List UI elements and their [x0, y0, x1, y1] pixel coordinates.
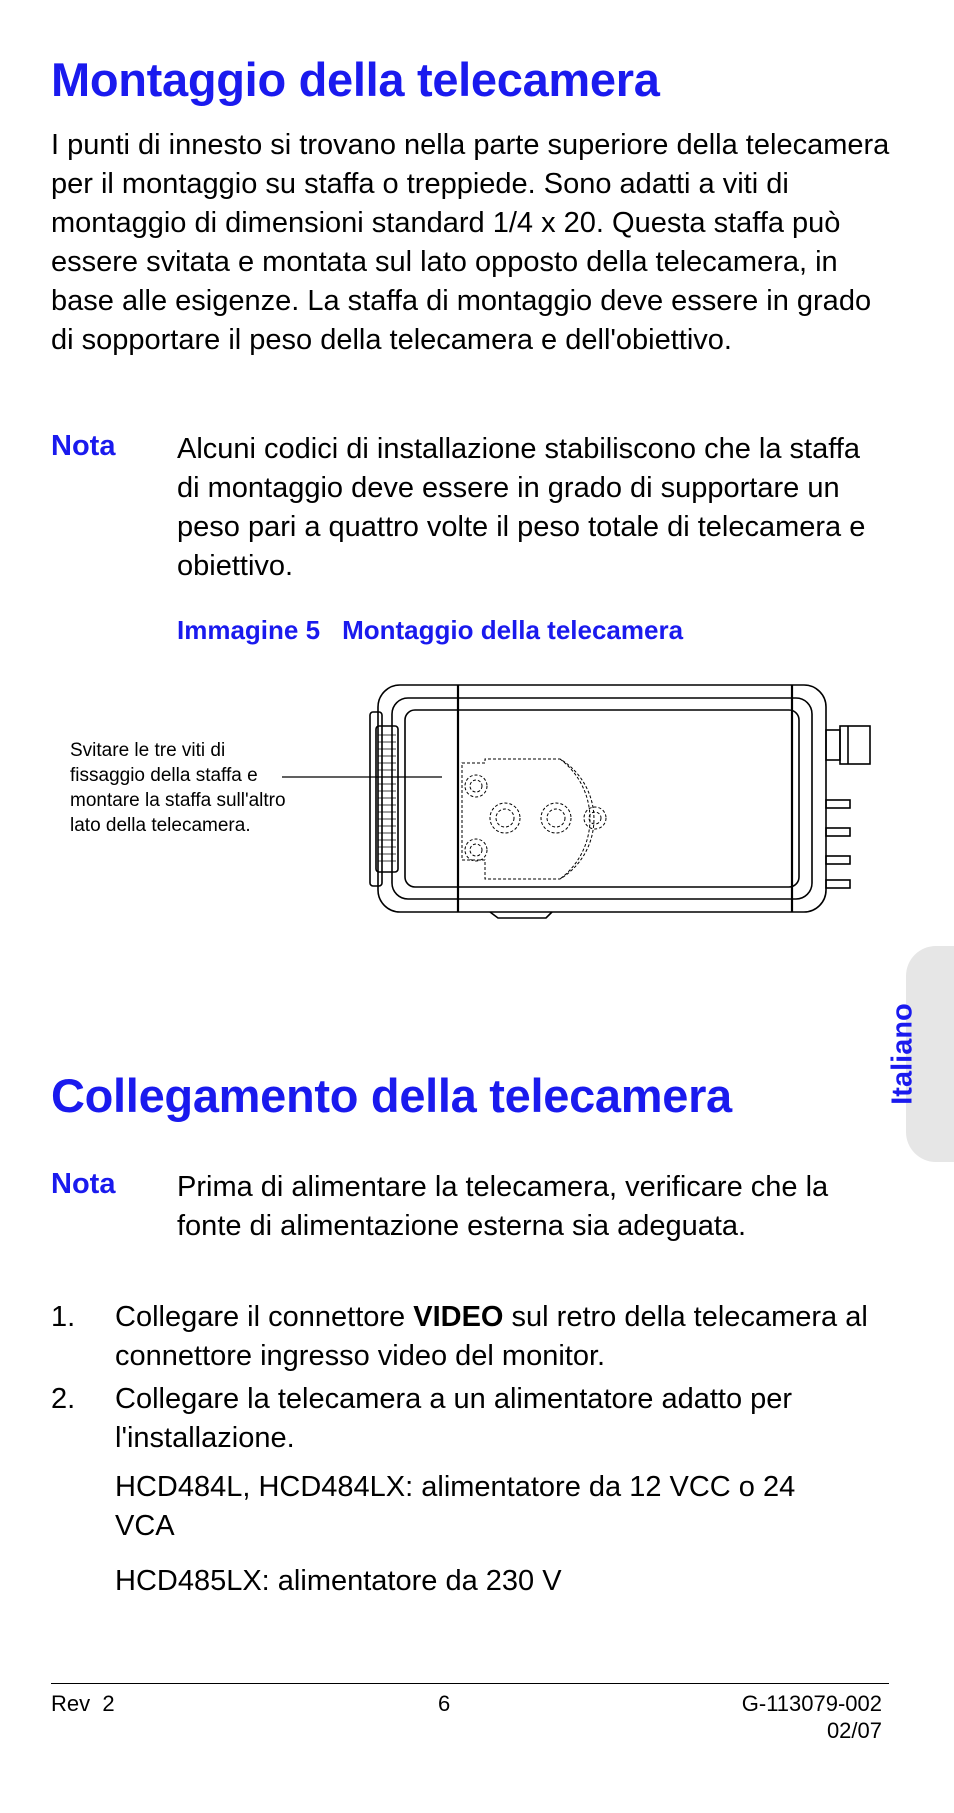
note-label-mounting: Nota [51, 430, 116, 462]
footer-revision: Rev 2 [51, 1691, 115, 1716]
section-title-connection: Collegamento della telecamera [51, 1069, 732, 1122]
list-text: Collegare la telecamera a un alimentatore adatto per l'installazione. [115, 1383, 793, 1454]
camera-top-view-diagram [0, 660, 954, 960]
footer-doc-number: G-113079-002 [741, 1691, 882, 1716]
list-number: 1. [51, 1301, 76, 1333]
list-number: 2. [51, 1383, 76, 1415]
figure-caption [177, 615, 683, 646]
mounting-paragraph: I punti di innesto si trovano nella parte superiore della telecamera per il montaggio su staffa o treppiede. Sono adatti a viti di montaggio di dimensioni standard 1/4 x 20. Questa staffa può essere svitata e montata sul lato opposto della telecamera, in base alle esigenze. La staffa di montaggio deve essere in grado di sopportare il peso della telecamera e dell'obiettivo. [51, 129, 890, 356]
note-text-mounting: Alcuni codici di installazione stabiliscono che la staffa di montaggio deve essere in grado di supportare un peso pari a quattro volte il peso totale di telecamera e obiettivo. [177, 433, 866, 582]
figure-number: Immagine 5 [177, 615, 321, 645]
figure-callout-text: Svitare le tre viti di fissaggio della staffa e montare la staffa sull'altro lato della telecamera. [70, 740, 286, 836]
list-text: Collegare il connettore VIDEO sul retro della telecamera al connettore ingresso video del monitor. [115, 1301, 868, 1372]
footer-doc-info [742, 1690, 882, 1744]
figure-title: Montaggio della telecamera [342, 615, 684, 645]
footer-divider [51, 1683, 889, 1684]
language-tab-label: Italiano [886, 1003, 919, 1105]
power-spec-hcd485: HCD485LX: alimentatore da 230 V [115, 1565, 562, 1597]
note-label-connection: Nota [51, 1168, 116, 1200]
section-title-mounting: Montaggio della telecamera [51, 53, 660, 106]
video-connector-label: VIDEO [413, 1301, 504, 1333]
power-spec-hcd484: HCD484L, HCD484LX: alimentatore da 12 VCC o 24 VCA [115, 1471, 796, 1542]
footer-page-number: 6 [438, 1691, 451, 1716]
note-text-connection: Prima di alimentare la telecamera, verificare che la fonte di alimentazione esterna sia adeguata. [177, 1171, 829, 1242]
footer-date: 02/07 [826, 1718, 882, 1743]
